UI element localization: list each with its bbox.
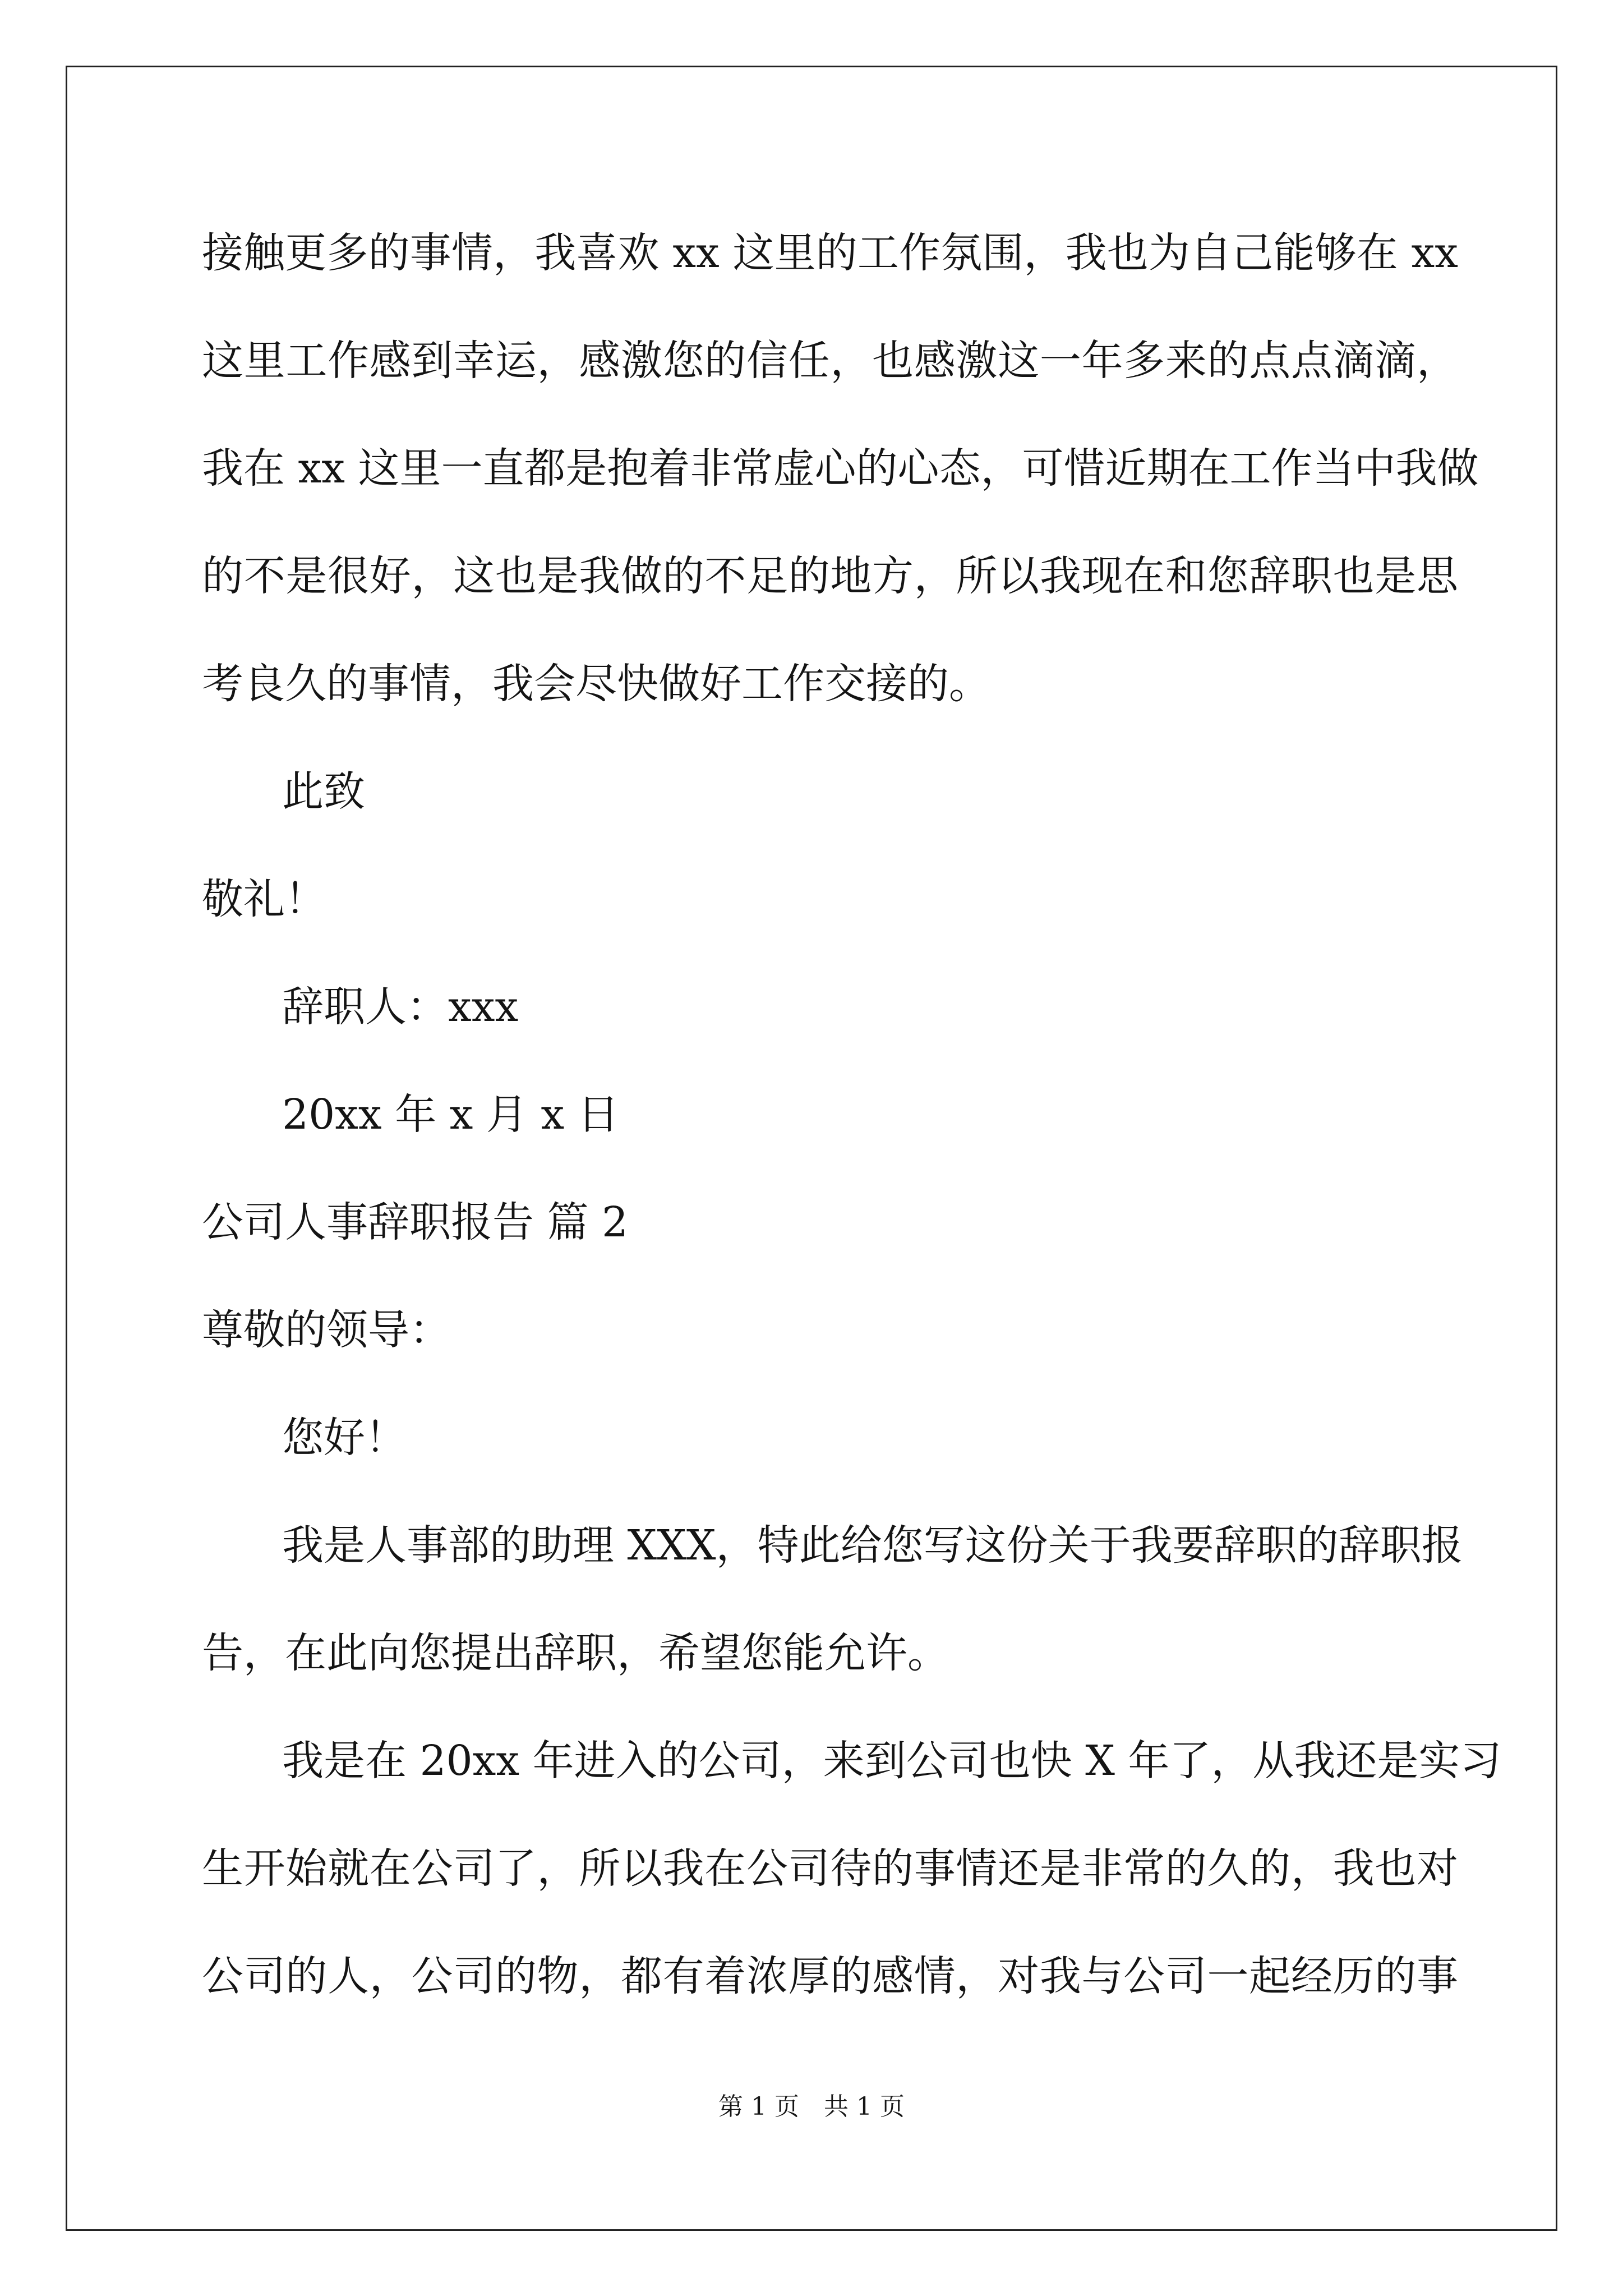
body-line-5: 考良久的事情，我会尽快做好工作交接的。 — [202, 660, 990, 708]
body-line-9: 生开始就在公司了，所以我在公司待的事情还是非常的久的，我也对 — [202, 1844, 1458, 1893]
body-line-2: 这里工作感到幸运，感激您的信任，也感激这一年多来的点点滴滴， — [202, 337, 1458, 385]
page-border — [66, 66, 1557, 2231]
greeting-hello: 您好！ — [282, 1414, 407, 1462]
closing-regards: 敬礼！ — [202, 875, 326, 923]
body-line-3: 我在 xx 这里一直都是抱着非常虚心的心态，可惜近期在工作当中我做 — [202, 444, 1479, 493]
body-line-8: 我是在 20xx 年进入的公司，来到公司也快 X 年了，从我还是实习 — [282, 1737, 1502, 1785]
greeting: 尊敬的领导： — [202, 1306, 451, 1354]
body-line-4: 的不是很好，这也是我做的不足的地方，所以我现在和您辞职也是思 — [202, 552, 1458, 600]
body-line-6: 我是人事部的助理 XXX，特此给您写这份关于我要辞职的辞职报 — [282, 1521, 1463, 1570]
body-line-1: 接触更多的事情，我喜欢 xx 这里的工作氛围，我也为自己能够在 xx — [202, 229, 1458, 277]
section-title: 公司人事辞职报告 篇 2 — [202, 1198, 629, 1246]
signature-date: 20xx 年 x 月 x 日 — [282, 1091, 619, 1139]
closing-salutation: 此致 — [282, 767, 365, 816]
signatory: 辞职人：xxx — [282, 983, 519, 1031]
body-line-10: 公司的人，公司的物，都有着浓厚的感情，对我与公司一起经历的事 — [202, 1952, 1458, 2000]
body-line-7: 告，在此向您提出辞职，希望您能允许。 — [202, 1629, 949, 1677]
page-footer: 第 1 页 共 1 页 — [718, 2092, 905, 2121]
